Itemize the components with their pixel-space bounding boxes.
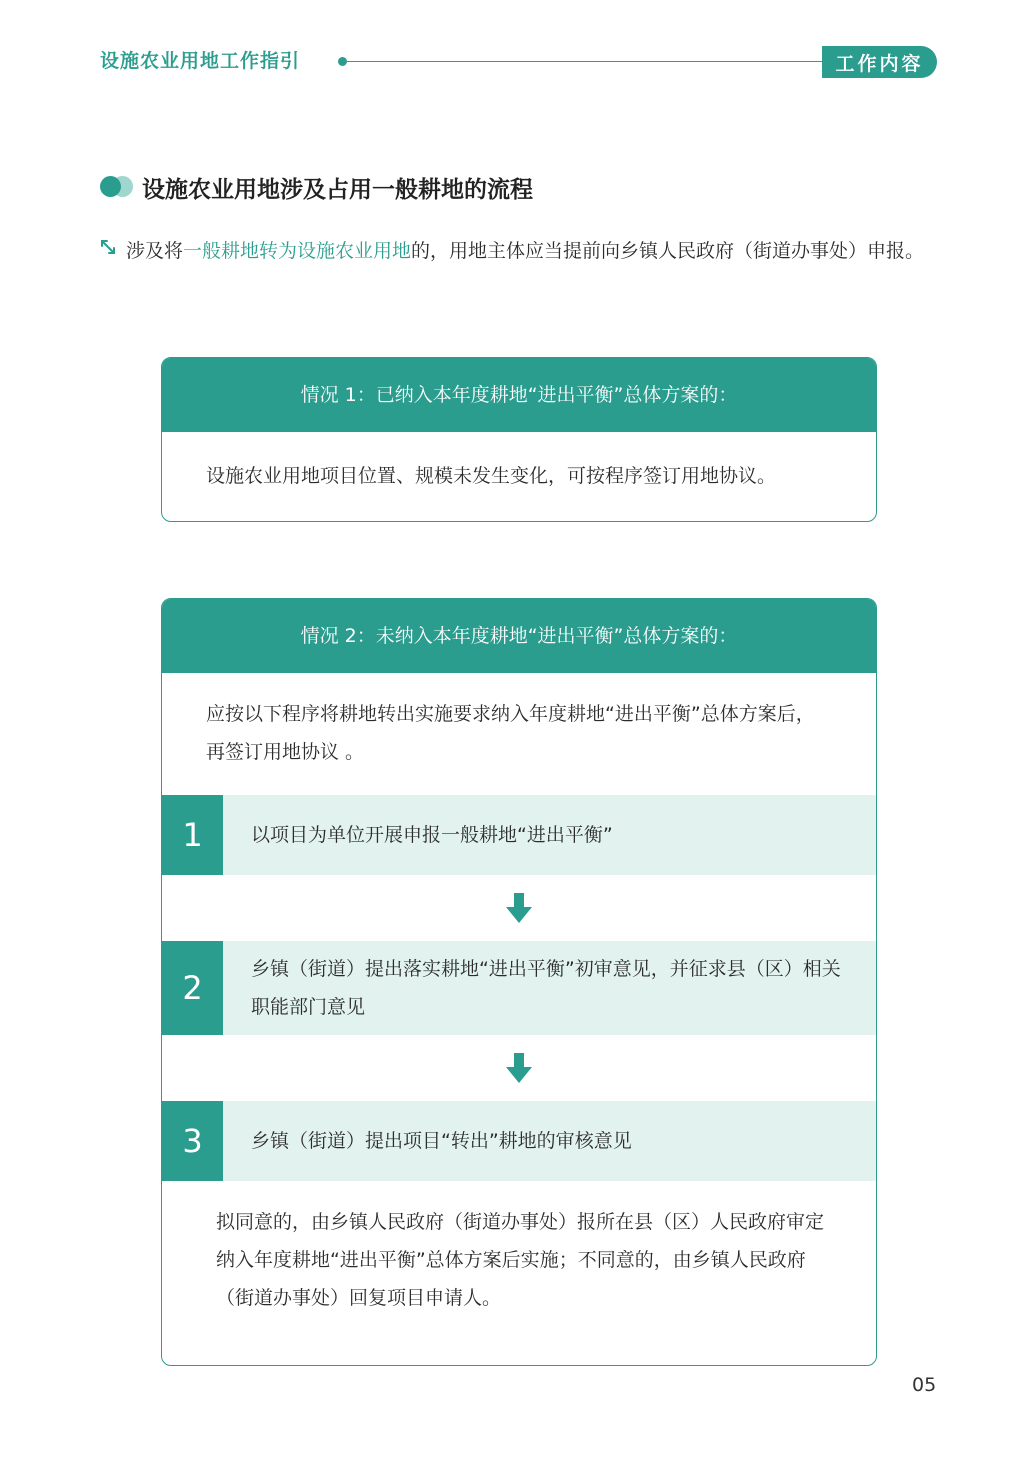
double-circle-icon <box>100 176 134 198</box>
arrow-down-icon <box>162 1035 876 1101</box>
step-3 <box>162 1101 876 1181</box>
step-number: 1 <box>162 795 223 875</box>
diagonal-arrows-icon <box>98 237 118 257</box>
header-title: 设施农业用地工作指引 <box>100 50 301 72</box>
case1-body: 设施农业用地项目位置、规模未发生变化，可按程序签订用地协议。 <box>206 465 777 487</box>
step-text: 乡镇（街道）提出项目“转出”耕地的审核意见 <box>251 1130 632 1152</box>
header-dot <box>338 57 347 66</box>
case1-card <box>161 357 877 522</box>
case2-tail: 拟同意的，由乡镇人民政府（街道办事处）报所在县（区）人民政府审定纳入年度耕地“进出平衡”总体方案后实施；不同意的，由乡镇人民政府（街道办事处）回复项目申请人。 <box>216 1211 825 1309</box>
step-number: 2 <box>162 941 223 1035</box>
header-badge: 工作内容 <box>822 46 937 78</box>
case2-title: 情况 2：未纳入本年度耕地“进出平衡”总体方案的： <box>162 599 876 673</box>
case2-card <box>161 598 877 1366</box>
arrow-down-icon <box>162 875 876 941</box>
step-text: 乡镇（街道）提出落实耕地“进出平衡”初审意见，并征求县（区）相关职能部门意见 <box>251 958 841 1018</box>
page-number: 05 <box>912 1374 937 1396</box>
intro-highlight: 一般耕地转为设施农业用地 <box>183 240 412 262</box>
step-text: 以项目为单位开展申报一般耕地“进出平衡” <box>251 824 613 846</box>
case1-title: 情况 1：已纳入本年度耕地“进出平衡”总体方案的： <box>162 358 876 432</box>
header-line <box>347 61 827 62</box>
section-title: 设施农业用地涉及占用一般耕地的流程 <box>142 177 533 203</box>
step-1 <box>162 795 876 875</box>
intro-text: 涉及将一般耕地转为设施农业用地的，用地主体应当提前向乡镇人民政府（街道办事处）申报。 <box>126 240 925 262</box>
step-2 <box>162 941 876 1035</box>
step-number: 3 <box>162 1101 223 1181</box>
case2-lead: 应按以下程序将耕地转出实施要求纳入年度耕地“进出平衡”总体方案后，再签订用地协议 。 <box>206 703 815 763</box>
